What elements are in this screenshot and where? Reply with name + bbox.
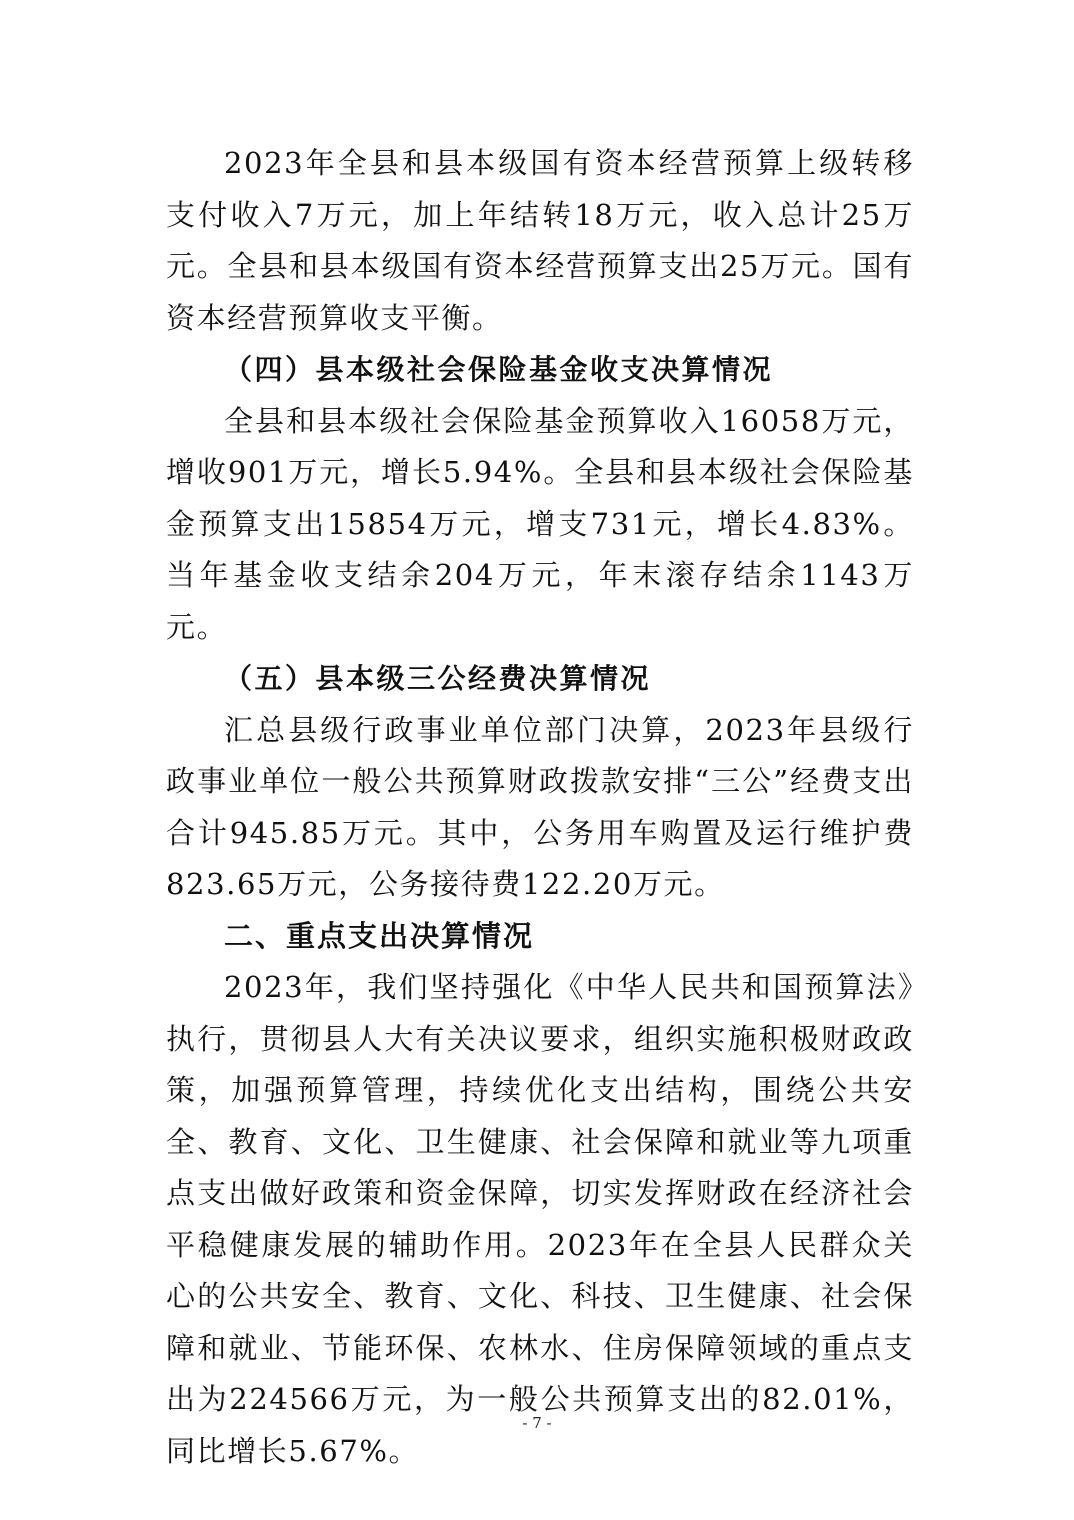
subheading-three-public-expenses: （五）县本级三公经费决算情况 bbox=[224, 662, 652, 695]
subheading-social-insurance-fund: （四）县本级社会保险基金收支决算情况 bbox=[224, 353, 774, 386]
document-body bbox=[166, 138, 914, 1477]
page-number: - 7 - bbox=[522, 1414, 552, 1432]
paragraph-three-public-expenses: 汇总县级行政事业单位部门决算，2023年县级行政事业单位一般公共预算财政拨款安排“三公”经费支出合计945.85万元。其中，公务用车购置及运行维护费823.65万元，公务接待费122.20万元。 bbox=[166, 712, 914, 901]
paragraph-key-expenditure: 2023年，我们坚持强化《中华人民共和国预算法》执行，贯彻县人大有关决议要求，组织实施积极财政政策，加强预算管理，持续优化支出结构，围绕公共安全、教育、文化、卫生健康、社会保障和就业等九项重点支出做好政策和资金保障，切实发挥财政在经济社会平稳健康发展的辅助作用。2023年在全县人民群众关心的公共安全、教育、文化、科技、卫生健康、社会保障和就业、节能环保、农林水、住房保障领域的重点支出为224566万元，为一般公共预算支出的82.01%，同比增长5.67%。 bbox=[166, 970, 914, 1468]
section-heading-key-expenditure: 二、重点支出决算情况 bbox=[224, 918, 535, 953]
paragraph-social-insurance-fund: 全县和县本级社会保险基金预算收入16058万元，增收901万元，增长5.94%。全县和县本级社会保险基金预算支出15854万元，增支731元，增长4.83%。当年基金收支结余204万元，年末滚存结余1143万元。 bbox=[166, 403, 914, 644]
paragraph-state-capital-budget: 2023年全县和县本级国有资本经营预算上级转移支付收入7万元，加上年结转18万元，收入总计25万元。全县和县本级国有资本经营预算支出25万元。国有资本经营预算收支平衡。 bbox=[166, 146, 914, 335]
